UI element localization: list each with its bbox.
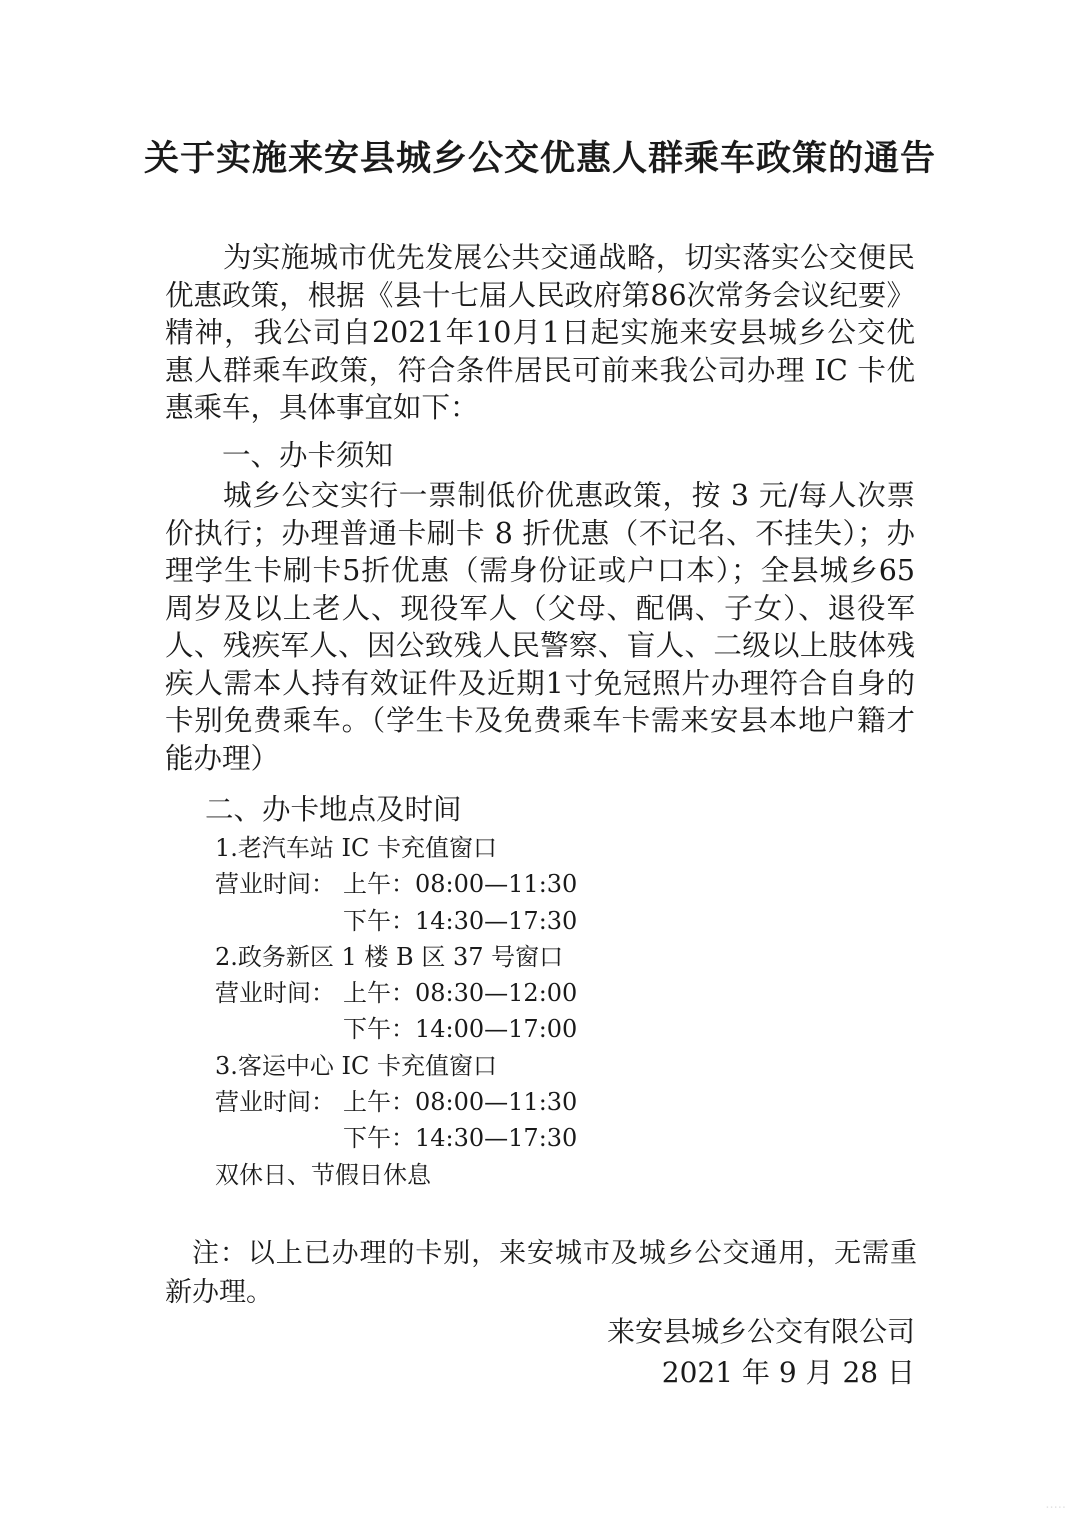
hours-pm-row: [215, 903, 915, 939]
location-name: 3.客运中心 IC 卡充值窗口: [215, 1051, 497, 1080]
hours-am-row: [215, 1084, 915, 1120]
hours-am: 上午：08:00—11:30: [343, 1088, 578, 1117]
hours-am-row: [215, 866, 915, 902]
note-paragraph: 注：以上已办理的卡别，来安城市及城乡公交通用，无需重新办理。: [165, 1238, 917, 1308]
section-heading-locations: 二、办卡地点及时间: [205, 793, 462, 826]
notice-title: 关于实施来安县城乡公交优惠人群乘车政策的通告: [143, 139, 936, 179]
hours-pm-row: [215, 1120, 915, 1156]
hours-pm: 下午：14:00—17:00: [343, 1015, 578, 1044]
card-notice-paragraph: 城乡公交实行一票制低价优惠政策，按 3 元/每人次票价执行；办理普通卡刷卡 8 折优惠（不记名、不挂失）；办理学生卡刷卡5折优惠（需身份证或户口本）；全县城乡65周岁及以上老人、现役军人（父母、配偶、子女）、退役军人、残疾军人、因公致残人民警察、盲人、二级以上肢体残疾人需本人持有效证件及近期1寸免冠照片办理符合自身的卡别免费乘车。（学生卡及免费乘车卡需来安县本地户籍才能办理）: [165, 479, 915, 775]
hours-am-row: [215, 975, 915, 1011]
signature-date: 2021 年 9 月 28 日: [661, 1356, 915, 1389]
location-list: [215, 830, 915, 1193]
hours-pm: 下午：14:30—17:30: [343, 906, 578, 935]
location-name: 2.政务新区 1 楼 B 区 37 号窗口: [215, 942, 564, 971]
hours-pm-row: [215, 1011, 915, 1047]
hours-label: 营业时间：: [215, 979, 335, 1008]
hours-am: 上午：08:30—12:00: [343, 979, 578, 1008]
signature-company: 来安县城乡公交有限公司: [606, 1315, 915, 1348]
hours-pm: 下午：14:30—17:30: [343, 1124, 578, 1153]
section-heading-card-notice: 一、办卡须知: [222, 439, 394, 472]
intro-paragraph: 为实施城市优先发展公共交通战略，切实落实公交便民优惠政策，根据《县十七届人民政府第86次常务会议纪要》精神，我公司自2021年10月1日起实施来安县城乡公交优惠人群乘车政策，符合条件居民可前来我公司办理 IC 卡优惠乘车，具体事宜如下：: [165, 241, 915, 424]
closed-days: 双休日、节假日休息: [215, 1160, 431, 1189]
hours-label: 营业时间：: [215, 870, 335, 899]
hours-am: 上午：08:00—11:30: [343, 870, 578, 899]
hours-label: 营业时间：: [215, 1088, 335, 1117]
watermark: ·····: [1045, 1501, 1066, 1516]
location-name: 1.老汽车站 IC 卡充值窗口: [215, 834, 497, 862]
